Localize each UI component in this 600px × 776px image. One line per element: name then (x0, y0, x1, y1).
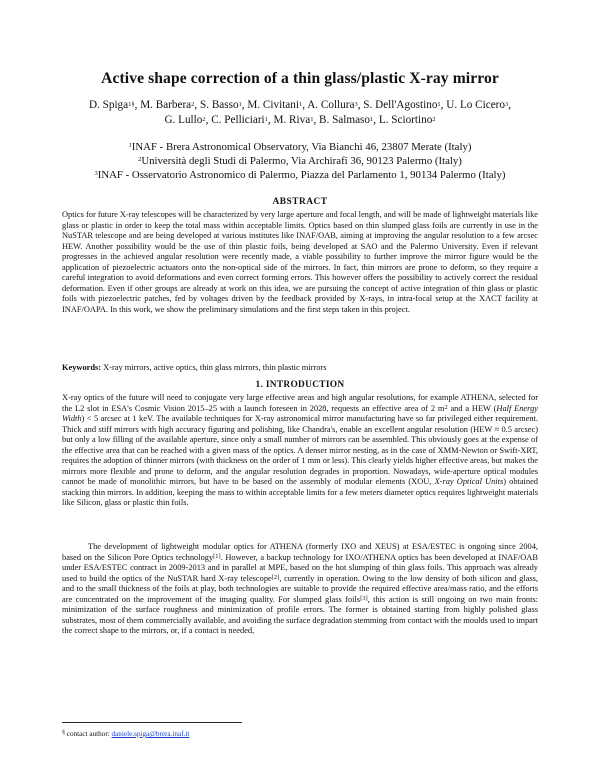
author-name: A. Collura (307, 99, 355, 111)
author-affiliation-mark: 1 (310, 116, 314, 123)
intro-p1-text-a: X-ray optics of the future will need to conjugate very large effective areas and high angular resolutions, for example ATHENA, selected for the L2 slot in ESA's Cosmic Vision 2015–25 with a launch foreseen in 2028, requests an effective area of 2 m (62, 393, 538, 413)
author-affiliation-mark: 1 (437, 101, 441, 108)
author-affiliation-mark: 1 (264, 116, 268, 123)
footnote (62, 730, 189, 738)
footnote-rule (62, 722, 242, 723)
author-name: B. Salmaso (319, 114, 370, 126)
author-affiliation-mark: 2 (432, 116, 436, 123)
author-name: M. Civitani (247, 99, 299, 111)
author-list: D. Spiga$^{1\S}$, M. Barbera$^2$, S. Basso$^1$, M. Civitani$^1$, A. Collura$^3$, S. Dell'Agostino$^1$, U. Lo Cicero$^3$, G. Lullo$^2$, C. Pelliciari$^1$, M. Riva$^1$, B. Salmaso$^1$, L. Sciortino$^2$ (88, 99, 512, 126)
intro-p1-italic-hew: Half Energy Width (62, 403, 538, 424)
author-name: L. Sciortino (378, 114, 433, 126)
abstract-text: Optics for future X-ray telescopes will be characterized by very large aperture and focal length, and will be made of lightweight materials like glass or plastic in order to keep the total mass within acceptable limits. Optics based on thin slumped glass foils are currently in use in the NuSTAR telescope and are being developed at various institutes like INAF/OAB, aiming at improving the angular resolution to a few arcsec HEW. Another possibility would be the use of thin plastic foils, being developed at SAO and the Palermo University. Even if relevant progresses in the achieved angular resolution were recently made, a viable possibility to further improve the mirror figure would be the application of piezoelectric actuators onto the non-optical side of the mirrors. In fact, thin mirrors are prone to deform, so they require a careful integration to avoid deformations and even correct forming errors. This however offers the possibility to actively correct the residual deformation. Even if other groups are already at work on this idea, we are pursuing the concept of active integration of thin glass or plastic foils with piezoelectric patches, fed by voltages driven by the feedback provided by X-rays, in intra-focal setup at the XACT facility at INAF/OAPA. In this work, we show the preliminary simulations and the first steps taken in this project. (62, 210, 538, 314)
affiliation-line (62, 154, 538, 168)
author-name: D. Spiga (88, 99, 129, 111)
keywords-text: X-ray mirrors, active optics, thin glass mirrors, thin plastic mirrors (103, 363, 327, 372)
affiliation-mark: 3 (94, 170, 98, 177)
citation-2: [2] (271, 573, 280, 581)
citation-1: [1] (213, 552, 221, 560)
author-affiliation-mark: 1 (238, 101, 242, 108)
keywords-line (62, 363, 538, 372)
contact-email-link[interactable]: daniele.spiga@brera.inaf.it (111, 730, 190, 738)
author-affiliation-mark: 1 (370, 116, 374, 123)
section-heading-introduction: 1. INTRODUCTION (255, 380, 345, 390)
abstract-heading: ABSTRACT (272, 197, 328, 207)
intro-p2-text-c: , currently in operation. Owing to the low density of both silicon and glass, and to the small thickness of the foils at play, both technologies are suitable to provide the required effective area/mass ratio, and the efforts are concentrated on the improvement of the imaging quality. For slumped glass foils (62, 573, 538, 604)
intro-p1-sup: 2 (444, 403, 448, 411)
affiliation-mark: 1 (128, 142, 132, 149)
author-affiliation-mark: 2 (191, 101, 195, 108)
keywords-label: Keywords: (62, 363, 102, 372)
citation-3: [3] (360, 594, 368, 602)
affiliation-text: INAF - Brera Astronomical Observatory, Via Bianchi 46, 23807 Merate (Italy) (131, 141, 472, 153)
author-affiliation-mark: 1 (298, 101, 303, 108)
affiliation-text: INAF - Osservatorio Astronomico di Palermo, Piazza del Parlamento 1, 90134 Palermo (Italy) (97, 169, 506, 181)
author-name: M. Riva (273, 114, 311, 126)
author-name: S. Dell'Agostino (363, 99, 438, 111)
intro-p1-text-d: ) < 5 arcsec at 1 keV. The available techniques for X-ray astronomical mirror manufacturing have so far privileged either requirement. Thick and stiff mirrors with high accuracy figuring and polishing, like Chandra's, enable an excellent angular resolution (HEW ≈ 0.5 arcsec) but only a low filling of the available aperture, since only a small number of mirrors can be assembled. This obviously goes at the expense of the effective area that can be reached with a given mass of the optics. A denser mirror nesting, as in the case of XMM-Newton or Swift-XRT, requires the adoption of thinner mirrors (with thickness on the order of 1 mm or less). This clearly yields higher effective areas, but makes the mirrors more flexible and prone to deform, and the angular resolution degrades in proportion. Nowadays, wide-aperture optical modules cannot be made of monolithic mirrors, but have to be based on the assembly of modular elements (XOU, (62, 414, 538, 487)
intro-p1-text-f: ) obtained stacking thin mirrors. In addition, keeping the mass to within acceptable limits for a few meters diameter optics requires lightweight materials like Silicon, glass or plastic thin foils. (62, 477, 538, 508)
affiliation-line (62, 168, 538, 182)
affiliation-text: Università degli Studi di Palermo, Via Archirafi 36, 90123 Palermo (Italy) (141, 155, 462, 167)
affiliation-mark: 2 (138, 156, 142, 163)
intro-p2-text-a: The development of lightweight modular optics for ATHENA (formerly IXO and XEUS) at ESA/ESTEC is ongoing since 2004, based on the Silicon Pore Optics technology (62, 542, 538, 562)
intro-p1-text-b: and a HEW ( (447, 403, 497, 413)
paper-title: Active shape correction of a thin glass/plastic X-ray mirror (101, 70, 499, 87)
author-affiliation-mark: 1§ (128, 101, 135, 108)
author-affiliation-mark: 3 (354, 101, 358, 108)
intro-p2-text-d: , this action is still ongoing on two main fronts: minimization of the surface roughness and minimization of profile errors. The former is obtained starting from highly polished glass substrates, most of them commercially available, and avoiding the surface degradation stemming from contact with the moulds used to impart the correct shape to the mirrors, or, if a contact is needed, (62, 594, 538, 636)
author-name: U. Lo Cicero (446, 99, 505, 111)
footnote-mark: § (62, 730, 65, 736)
affiliation-line (62, 140, 538, 154)
intro-paragraph-1 (62, 393, 538, 509)
author-name: G. Lullo (164, 114, 203, 126)
affiliation-list (62, 140, 538, 182)
author-affiliation-mark: 2 (202, 116, 206, 123)
author-name: M. Barbera (140, 99, 192, 111)
intro-paragraph-2 (62, 542, 538, 637)
footnote-label: contact author: (65, 730, 112, 738)
intro-p2-text-b: . However, a backup technology for IXO/ATHENA optics has been developed at INAF/OAB under ESA/ESTEC contract in 2009-2013 and in parallel at MPE, based on the hot slumping of thin glass foils. This approach was already used to build the optics of the NuSTAR hard X-ray telescope (62, 552, 538, 583)
author-affiliation-mark: 3 (504, 101, 509, 108)
author-name: S. Basso (200, 99, 239, 111)
author-name: C. Pelliciari (211, 114, 265, 126)
intro-p1-italic-xou: X-ray Optical Units (434, 477, 504, 487)
